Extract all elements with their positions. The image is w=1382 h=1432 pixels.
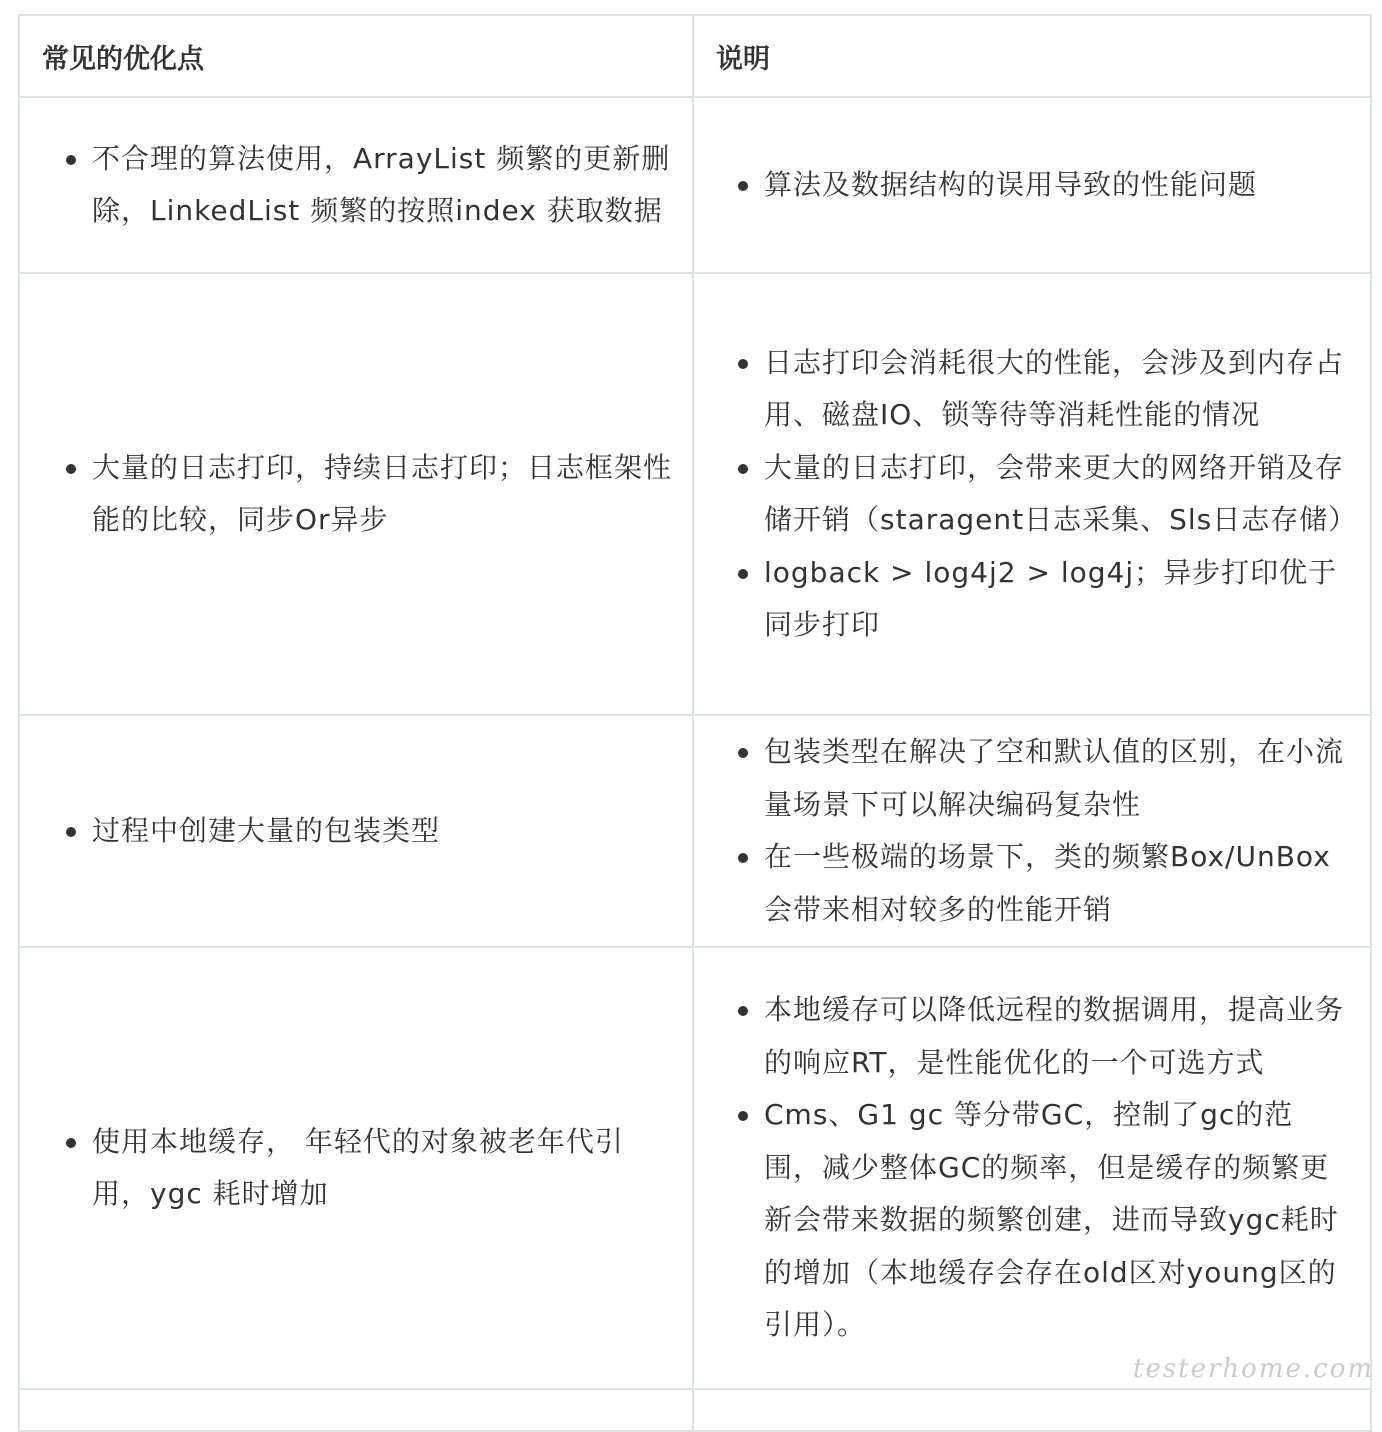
table-row — [19, 273, 1371, 715]
table-row — [19, 715, 1371, 947]
cell-point — [19, 273, 693, 715]
bullet-list — [44, 805, 672, 858]
table-row — [19, 947, 1371, 1389]
list-item: 算法及数据结构的误用导致的性能问题 — [764, 159, 1350, 212]
bullet-list — [716, 984, 1350, 1352]
cell-desc — [693, 947, 1371, 1389]
cell-desc — [693, 97, 1371, 273]
cell-empty — [693, 1389, 1371, 1431]
cell-point — [19, 715, 693, 947]
list-item: 过程中创建大量的包装类型 — [92, 805, 672, 858]
list-item: 在一些极端的场景下，类的频繁Box/UnBox会带来相对较多的性能开销 — [764, 831, 1350, 936]
table-header-row — [19, 15, 1371, 97]
bullet-list — [44, 1116, 672, 1221]
list-item: Cms、G1 gc 等分带GC，控制了gc的范围，减少整体GC的频率，但是缓存的频繁更新会带来数据的频繁创建，进而导致ygc耗时的增加（本地缓存会存在old区对young区的引用）。 — [764, 1089, 1350, 1352]
optimization-table — [18, 14, 1372, 1432]
cell-desc — [693, 715, 1371, 947]
table-row — [19, 97, 1371, 273]
bullet-list — [44, 133, 672, 238]
cell-point — [19, 97, 693, 273]
cell-empty — [19, 1389, 693, 1431]
header-optimization-point: 常见的优化点 — [19, 15, 693, 97]
list-item: 不合理的算法使用，ArrayList 频繁的更新删除，LinkedList 频繁的按照index 获取数据 — [92, 133, 672, 238]
list-item: 本地缓存可以降低远程的数据调用，提高业务的响应RT，是性能优化的一个可选方式 — [764, 984, 1350, 1089]
list-item: 包装类型在解决了空和默认值的区别，在小流量场景下可以解决编码复杂性 — [764, 726, 1350, 831]
header-description: 说明 — [693, 15, 1371, 97]
list-item: 大量的日志打印，会带来更大的网络开销及存储开销（staragent日志采集、Sls日志存储） — [764, 442, 1350, 547]
list-item: 日志打印会消耗很大的性能，会涉及到内存占用、磁盘IO、锁等待等消耗性能的情况 — [764, 337, 1350, 442]
optimization-table-container — [18, 14, 1370, 1432]
bullet-list — [44, 442, 672, 547]
list-item: 大量的日志打印，持续日志打印；日志框架性能的比较，同步Or异步 — [92, 442, 672, 547]
list-item: 使用本地缓存， 年轻代的对象被老年代引用，ygc 耗时增加 — [92, 1116, 672, 1221]
table-row-partial — [19, 1389, 1371, 1431]
bullet-list — [716, 159, 1350, 212]
cell-point — [19, 947, 693, 1389]
watermark-text: testerhome.com — [1133, 1354, 1374, 1384]
bullet-list — [716, 337, 1350, 652]
cell-desc — [693, 273, 1371, 715]
list-item: logback > log4j2 > log4j；异步打印优于同步打印 — [764, 547, 1350, 652]
bullet-list — [716, 726, 1350, 936]
